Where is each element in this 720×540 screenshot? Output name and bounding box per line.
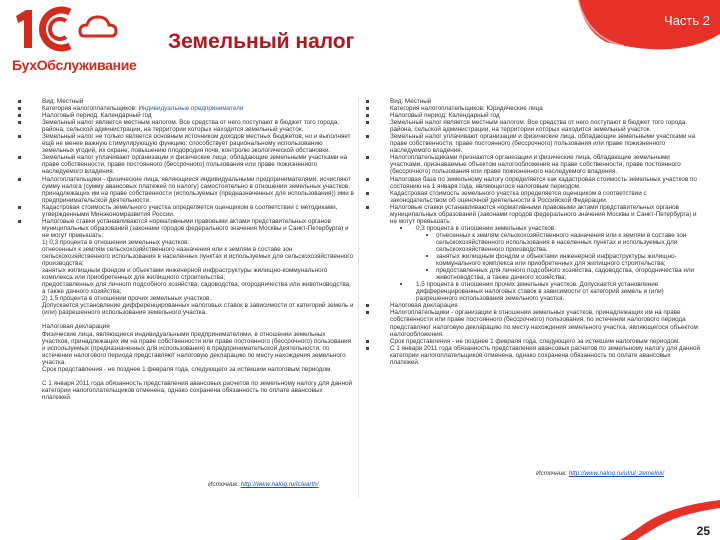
right-source-label: Источник:	[536, 470, 569, 477]
right-source-link[interactable]: http://www.nalog.ru/ul/ul_zemelnii/	[568, 470, 664, 477]
left-category-label: Категория налогоплательщиков:	[42, 105, 139, 113]
right-item-14: Срок представления - не позднее 1 февраля года, следующего за истекшим налоговым периодом.	[366, 338, 702, 345]
right-item-15: С 1 января 2011 года обязанность представления авансовых расчетов по земельному налогу для данной категории налогоплательщиков отменена, однако сохранена обязанность по оплате авансовых платежей.	[366, 345, 702, 366]
left-source-link[interactable]: http://www.nalog.ru/lc/earth/	[240, 481, 319, 488]
left-source	[208, 481, 318, 488]
right-item-5: Кадастровая стоимость земельного участка определяется оценщиком в соответствии с законодательством об оценочной деятельности в Российской Федерации.	[366, 190, 702, 204]
left-period: Налоговый период: Календарный год	[18, 112, 354, 119]
left-item-16: С 1 января 2011 года обязанность представления авансовых расчетов по земельному налогу для данной категории налогоплательщиков отменена, однако сохранена обязанность по оплате авансовых платежей.	[42, 379, 352, 401]
left-declaration-heading: Налоговая декларация	[42, 323, 110, 331]
right-item-1: Земельный налог является местным налогом. Все средства от него поступают в бюджет того города, района, сельской администрации, на территории которых находится земельный участок.	[366, 119, 702, 133]
logo-text: БухОбслуживание	[12, 57, 137, 73]
right-item-11: 1,5 процента в отношении прочих земельных участков. Допускается установление дифференцированных налоговых ставок в зависимости от категорий земель и (или) разрешенного использования земельного участка.	[366, 281, 702, 302]
left-item-7: 1) 0,3 процента в отношении земельных участков:	[42, 238, 190, 246]
right-period: Налоговый период: Календарный год	[366, 112, 702, 119]
left-item-6: Налоговые ставки устанавливаются нормативными правовыми актами представительных органов муниципальных образований (законами городов федерального значения Москвы и Санкт-Петербурга) и не могут превышать:	[18, 218, 354, 239]
right-source	[536, 470, 664, 477]
left-item-14: Физические лица, являющиеся индивидуальными предпринимателями, в отношении земельных участков, принадлежащих им на праве собственности или праве постоянного (бессрочного) пользования и используемых (предназначенных для использования) в предпринимательской деятельности, по истечении налогового периода представляют налоговую декларацию по месту нахождения земельного участка.	[42, 330, 352, 366]
left-item-2: Земельный налог не только является основным источником доходов местных бюджетов, но и выполняет ещё не менее важную стимулирующую функцию: способствует рациональному использованию земельных угодий, их охране, повышению плодородия почв, контролю экологической обстановки.	[18, 133, 354, 154]
page-title: Земельный налог	[168, 30, 355, 53]
left-item-3: Земельный налог уплачивают организации и физические лица, обладающие земельными участками на праве собственности, праве постоянного (бессрочного) пользования или праве пожизненного наследуемого владения.	[18, 154, 354, 175]
right-item-8: отнесенных к землям сельскохозяйственного назначения или к землям в составе зон сельскохозяйственного использования в населенных пунктах и используемых для сельскохозяйственного производства;	[366, 232, 702, 253]
page-number: 25	[696, 524, 710, 538]
part-label: Часть 2	[664, 13, 710, 28]
left-item-12: Допускается установление дифференцированных налоговых ставок в зависимости от категорий земель и (или) разрешенного использования земельного участка.	[42, 302, 354, 317]
right-item-2: Земельный налог уплачивают организации и физические лица, обладающие земельными участками на праве собственности, праве постоянного (бессрочного) пользования или праве пожизненного наследуемого владения.	[366, 133, 702, 154]
left-source-label: Источник:	[208, 481, 241, 488]
right-column-legal-entities	[366, 98, 702, 498]
right-item-4: Налоговая база по земельному налогу определяется как кадастровая стоимость земельных участков по состоянию на 1 января года, являющегося налоговым периодом.	[366, 176, 702, 190]
right-item-7: 0,3 процента в отношении земельных участков:	[366, 225, 702, 232]
right-item-10: предоставленных для личного подсобного хозяйства, садоводства, огородничества или животноводства, а также дачного хозяйства;	[366, 267, 702, 281]
left-item-5: Кадастровая стоимость земельного участка определяется оценщиком в соответствии с методиками, утвержденными Минэкономразвития России.	[18, 204, 354, 218]
left-column-individual-entrepreneurs	[18, 98, 354, 498]
logo-1c-buhobsluzhivanie	[10, 6, 137, 80]
right-type: Вид: Местный	[366, 98, 702, 105]
right-item-3: Налогоплательщиками признаются организации и физические лица, обладающие земельными участками, признаваемые объектом налогообложения на праве собственности, праве постоянного (бессрочного) пользования или праве пожизненного наследуемого владения.	[366, 154, 702, 175]
left-item-8: отнесенных к землям сельскохозяйственного назначения или к землям в составе зон сельскохозяйственного использования в населенных пунктах и используемых для сельскохозяйственного производства;	[42, 245, 353, 268]
right-item-13: Налогоплательщики - организации в отношении земельных участков, принадлежащих им на праве собственности или праве постоянного (бессрочного) пользования, по истечении налогового периода представляют налоговую декларацию по месту нахождения земельного участка, являющегося объектом налогообложения.	[366, 309, 702, 337]
left-item-9: занятых жилищным фондом и объектами инженерной инфраструктуры жилищно-коммунального комплекса или приобретенных для жилищного строительства;	[42, 267, 328, 282]
logo-1c-mark-icon	[10, 6, 128, 52]
left-type: Вид: Местный	[18, 98, 354, 105]
header-red-panel	[560, 0, 720, 66]
right-declaration-heading: Налоговая декларация	[366, 302, 702, 309]
column-divider	[358, 98, 359, 498]
left-item-1: Земельный налог является местным налогом. Все средства от него поступают в бюджет того города, района, сельской администрации, на территории которых находится земельный участок.	[18, 119, 354, 133]
left-item-10: предоставленных для личного подсобного хозяйства, садоводства, огородничества или животноводства, а также дачного хозяйства;	[42, 281, 351, 296]
left-category-value: Индивидуальные предприниматели	[138, 105, 244, 113]
right-item-6: Налоговые ставки устанавливаются нормативными правовыми актами представительных органов муниципальных образований (законами городов федерального значения Москвы и Санкт-Петербурга) и не могут превышать:	[366, 204, 702, 225]
left-item-11: 2) 1,5 процента в отношении прочих земельных участков.	[42, 295, 212, 303]
left-item-4: Налогоплательщики - физические лица, являющиеся индивидуальными предпринимателями, исчисляют сумму налога (сумму авансовых платежей по налогу) самостоятельно в отношении земельных участков, принадлежащих им на праве собственности (используемых (предназначенных для использования)) ими в предпринимательской деятельности.	[18, 176, 354, 204]
right-category: Категория налогоплательщиков: Юридические лица	[366, 105, 702, 112]
left-item-15: Срок представления - не позднее 1 февраля года, следующего за истекшим налоговым периодом.	[42, 365, 333, 373]
right-item-9: занятых жилищным фондом и объектами инженерной инфраструктуры жилищно-коммунального комплекса или приобретенных для жилищного строительства;	[366, 253, 702, 267]
